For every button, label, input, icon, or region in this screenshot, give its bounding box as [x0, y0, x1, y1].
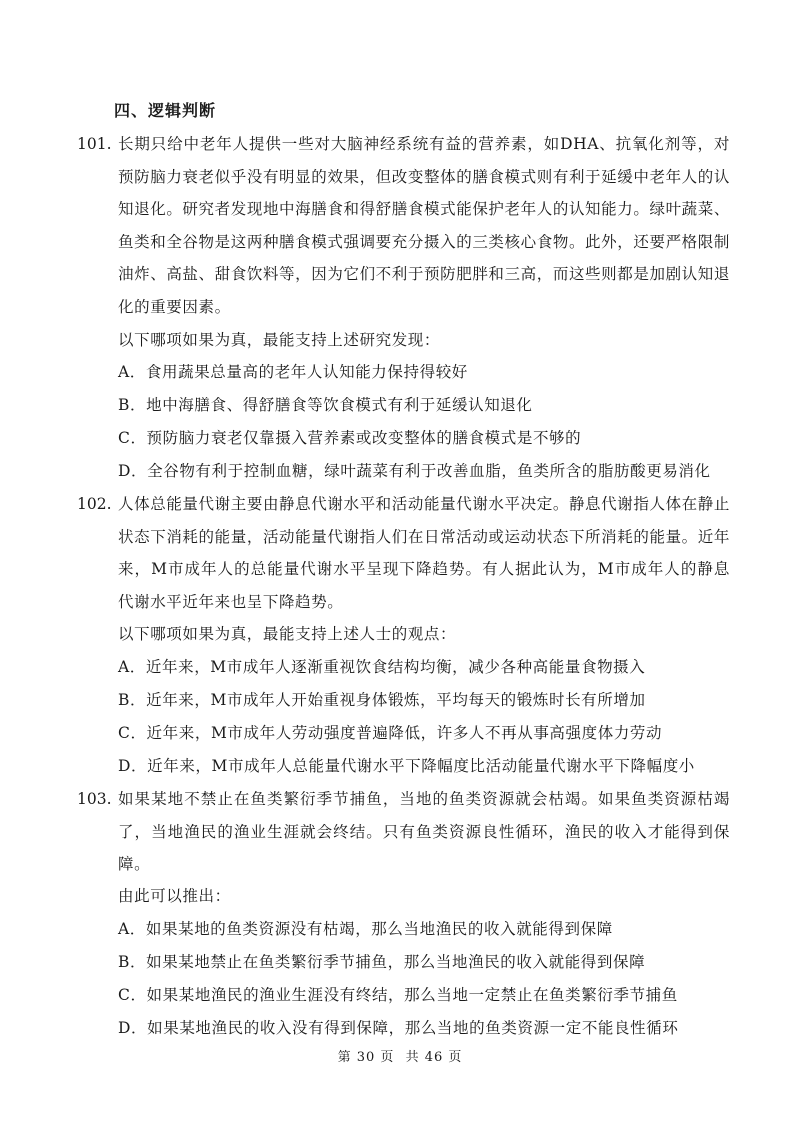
question-number: 101.	[77, 135, 112, 153]
question-number: 103.	[77, 790, 112, 808]
question-number: 102.	[77, 495, 112, 513]
page-number: 第 30 页	[337, 1050, 395, 1065]
page-footer	[0, 1046, 800, 1065]
option-c: C．近年来，M市成年人劳动强度普遍降低，许多人不再从事高强度体力劳动	[118, 724, 663, 742]
question-stem: 人体总能量代谢主要由静息代谢水平和活动能量代谢水平决定。静息代谢指人体在静止状态下消耗的能量，活动能量代谢指人们在日常活动或运动状态下所消耗的能量。近年来，M市成年人的总能量代谢水平呈现下降趋势。有人据此认为，M市成年人的静息代谢水平近年来也呈下降趋势。	[118, 495, 730, 611]
question-stem: 如果某地不禁止在鱼类繁衍季节捕鱼，当地的鱼类资源就会枯竭。如果鱼类资源枯竭了，当地渔民的渔业生涯就会终结。只有鱼类资源良性循环，渔民的收入才能得到保障。	[118, 790, 730, 873]
option-d: D．全谷物有利于控制血糖，绿叶蔬菜有利于改善血脂，鱼类所含的脂肪酸更易消化	[118, 462, 711, 480]
option-a: A．食用蔬果总量高的老年人认知能力保持得较好	[118, 363, 468, 381]
option-b: B．如果某地禁止在鱼类繁衍季节捕鱼，那么当地渔民的收入就能得到保障	[118, 953, 646, 971]
page-total: 共 46 页	[405, 1050, 463, 1065]
question-prompt: 由此可以推出：	[118, 887, 231, 905]
option-b: B．近年来，M市成年人开始重视身体锻炼，平均每天的锻炼时长有所增加	[118, 691, 646, 709]
option-c: C．如果某地渔民的渔业生涯没有终结，那么当地一定禁止在鱼类繁衍季节捕鱼	[118, 986, 678, 1004]
option-a: A．近年来，M市成年人逐渐重视饮食结构均衡，减少各种高能量食物摄入	[118, 658, 646, 676]
option-d: D．如果某地渔民的收入没有得到保障，那么当地的鱼类资源一定不能良性循环	[118, 1019, 679, 1037]
option-c: C．预防脑力衰老仅靠摄入营养素或改变整体的膳食模式是不够的	[118, 429, 582, 447]
section-title: 四、逻辑判断	[114, 101, 217, 120]
question-prompt: 以下哪项如果为真，最能支持上述人士的观点：	[118, 625, 457, 643]
option-b: B．地中海膳食、得舒膳食等饮食模式有利于延缓认知退化	[118, 396, 533, 414]
question-prompt: 以下哪项如果为真，最能支持上述研究发现：	[118, 331, 441, 349]
option-a: A．如果某地的鱼类资源没有枯竭，那么当地渔民的收入就能得到保障	[118, 920, 613, 938]
question-stem: 长期只给中老年人提供一些对大脑神经系统有益的营养素，如DHA、抗氧化剂等，对预防脑力衰老似乎没有明显的效果，但改变整体的膳食模式则有利于延缓中老年人的认知退化。研究者发现地中海膳食和得舒膳食模式能保护老年人的认知能力。绿叶蔬菜、鱼类和全谷物是这两种膳食模式强调要充分摄入的三类核心食物。此外，还要严格限制油炸、高盐、甜食饮料等，因为它们不利于预防肥胖和三高，而这些则都是加剧认知退化的重要因素。	[118, 135, 730, 316]
option-d: D．近年来，M市成年人总能量代谢水平下降幅度比活动能量代谢水平下降幅度小	[118, 757, 695, 775]
